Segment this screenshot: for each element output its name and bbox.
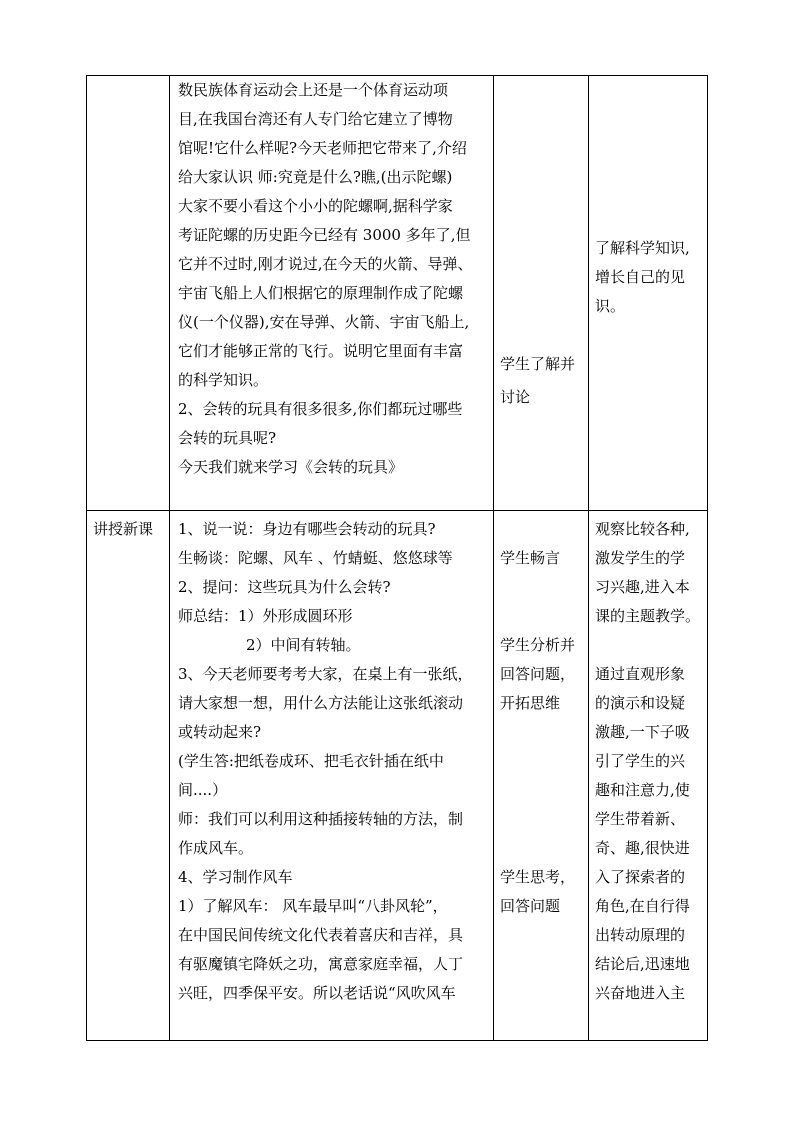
text-line: 趣和注意力,使: [595, 781, 690, 799]
text-line: 数民族体育运动会上还是一个体育运动项: [178, 81, 449, 99]
design-intent-cell: [589, 511, 708, 1041]
text-line: 奇、趣,很快进: [595, 839, 690, 857]
text-line: 课的主题教学。: [595, 607, 701, 625]
lesson-plan-table: [86, 75, 708, 1041]
text-line: 的科学知识。: [178, 371, 269, 389]
text-line: 师总结：1）外形成圆环形: [178, 607, 353, 625]
text-line: 间....）: [178, 781, 228, 799]
text-line: 或转动起来?: [178, 723, 262, 741]
text-line: 角色,在自行得: [595, 897, 690, 915]
text-line: 3、今天老师要考考大家，在桌上有一张纸，: [178, 665, 473, 683]
student-activity-cell: [494, 76, 589, 511]
text-line: 兴旺，四季保平安。所以老话说“风吹风车: [178, 984, 456, 1002]
text-line: 学生了解并: [500, 355, 576, 373]
text-line: 有驱魔镇宅降妖之功，寓意家庭幸福，人丁: [178, 955, 464, 973]
text-line: 作成风车。: [178, 839, 254, 857]
text-line: 2、会转的玩具有很多很多,你们都玩过哪些: [178, 400, 463, 418]
text-line: 增长自己的见: [595, 268, 686, 286]
text-line: 激趣,一下子吸: [595, 723, 690, 741]
text-line: 在中国民间传统文化代表着喜庆和吉祥，具: [178, 926, 464, 944]
text-line: 学生带着新、: [595, 810, 686, 828]
text-line: 兴奋地进入主: [595, 984, 686, 1002]
text-line: 回答问题，: [500, 665, 576, 683]
text-line: 出转动原理的: [595, 926, 686, 944]
text-line: 它并不过时,刚才说过,在今天的火箭、导弹、: [178, 255, 473, 273]
text-line: 结论后,迅速地: [595, 955, 690, 973]
text-line: 通过直观形象: [595, 665, 686, 683]
text-line: 考证陀螺的历史距今已经有 3000 多年了,但: [178, 226, 471, 244]
table-row: [87, 76, 708, 511]
text-line: 的演示和设疑: [595, 694, 686, 712]
text-line: 入了探索者的: [595, 868, 686, 886]
text-line: (学生答:把纸卷成环、把毛衣针插在纸中: [178, 752, 444, 770]
text-line: 仪(一个仪器),安在导弹、火箭、宇宙飞船上,: [178, 313, 470, 331]
design-intent-cell: [589, 76, 708, 511]
text-line: 2）中间有转轴。: [246, 636, 361, 654]
text-line: 引了学生的兴: [595, 752, 686, 770]
text-line: 1、说一说：身边有哪些会转动的玩具?: [178, 520, 436, 538]
text-line: 学生思考，: [500, 868, 576, 886]
text-line: 了解科学知识,: [595, 239, 690, 257]
text-line: 学生分析并: [500, 636, 576, 654]
teacher-activity-cell: [170, 511, 494, 1041]
section-cell: [87, 511, 170, 1041]
section-title: 讲授新课: [93, 520, 154, 538]
section-cell: [87, 76, 170, 511]
text-line: 师：我们可以利用这种插接转轴的方法，制: [178, 810, 464, 828]
text-line: 宇宙飞船上人们根据它的原理制作成了陀螺: [178, 284, 464, 302]
teacher-activity-cell: [170, 76, 494, 511]
text-line: 请大家想一想，用什么方法能让这张纸滚动: [178, 694, 464, 712]
text-line: 大家不要小看这个小小的陀螺啊,据科学家: [178, 197, 453, 215]
text-line: 今天我们就来学习《会转的玩具》: [178, 458, 404, 476]
text-line: 回答问题: [500, 897, 561, 915]
text-line: 馆呢!它什么样呢?今天老师把它带来了,介绍: [178, 139, 467, 157]
text-line: 1）了解风车： 风车最早叫“八卦风轮”，: [178, 897, 448, 915]
text-line: 它们才能够正常的飞行。说明它里面有丰富: [178, 342, 464, 360]
text-line: 讨论: [500, 388, 531, 406]
text-line: 开拓思维: [500, 694, 561, 712]
text-line: 识。: [595, 297, 626, 315]
text-line: 学生畅言: [500, 549, 561, 567]
text-line: 4、学习制作风车: [178, 868, 293, 886]
text-line: 习兴趣,进入本: [595, 578, 690, 596]
text-line: 2、提问：这些玩具为什么会转?: [178, 578, 391, 596]
text-line: 观察比较各种,: [595, 520, 690, 538]
table-row: [87, 511, 708, 1041]
text-line: 激发学生的学: [595, 549, 686, 567]
text-line: 目,在我国台湾还有人专门给它建立了博物: [178, 110, 453, 128]
student-activity-cell: [494, 511, 589, 1041]
text-line: 生畅谈：陀螺、风车 、竹蜻蜓、悠悠球等: [178, 549, 453, 567]
text-line: 给大家认识 师:究竟是什么?瞧,(出示陀螺): [178, 168, 453, 186]
text-line: 会转的玩具呢?: [178, 429, 277, 447]
